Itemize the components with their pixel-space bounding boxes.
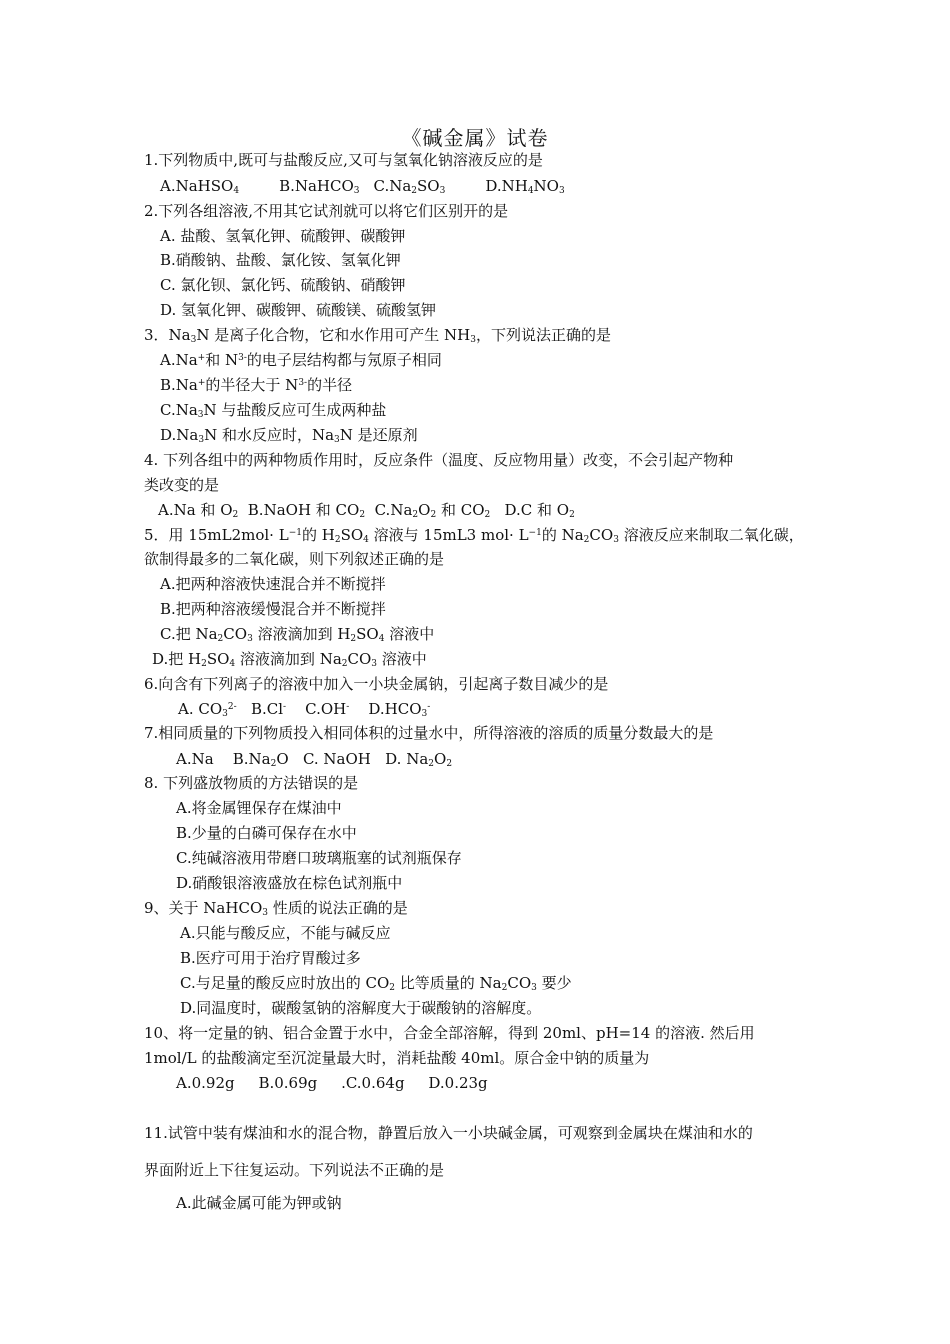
- question-line: A.将金属锂保存在煤油中: [176, 799, 342, 817]
- question-line: D.把 $H_2SO_4$ 溶液滴加到 $Na_2CO_3$ 溶液中: [152, 650, 427, 669]
- question-line: C.与足量的酸反应时放出的 $CO_2$ 比等质量的 $Na_2CO_3$ 要少: [180, 974, 572, 993]
- question-line: 10、将一定量的钠、铝合金置于水中，合金全部溶解，得到 20ml、pH=14 的溶液. 然后用: [144, 1024, 755, 1042]
- question-line: C.纯碱溶液用带磨口玻璃瓶塞的试剂瓶保存: [176, 849, 462, 867]
- question-line: B.少量的白磷可保存在水中: [176, 824, 357, 842]
- question-line: C. 氯化钡、氯化钙、硫酸钠、硝酸钾: [160, 276, 406, 294]
- question-line: A. $CO_3^{2-}$ B.Cl- C.OH- $D.HCO_3^-$: [178, 700, 431, 719]
- question-line: D.同温度时，碳酸氢钠的溶解度大于碳酸钠的溶解度。: [180, 999, 542, 1017]
- question-line: 7.相同质量的下列物质投入相同体积的过量水中，所得溶液的溶质的质量分数最大的是: [144, 724, 714, 742]
- question-line: A.0.92g B.0.69g .C.0.64g D.0.23g: [176, 1074, 488, 1092]
- question-line: 欲制得最多的二氧化碳，则下列叙述正确的是: [144, 550, 445, 568]
- question-line: 9、关于 NaHCO$_3$ 性质的说法正确的是: [144, 899, 408, 918]
- question-line: B.把两种溶液缓慢混合并不断搅拌: [160, 600, 386, 618]
- question-line: A.把两种溶液快速混合并不断搅拌: [160, 575, 386, 593]
- question-line: A.Na $B.Na_2O$ C. NaOH D. $Na_2O_2$: [176, 750, 453, 769]
- question-line: B.医疗可用于治疗胃酸过多: [180, 949, 361, 967]
- question-line: 3．$Na_3N$ 是离子化合物，它和水作用可产生 $NH_3$，下列说法正确的是: [144, 326, 611, 345]
- question-line: 类改变的是: [144, 476, 220, 494]
- question-line: B.硝酸钠、盐酸、氯化铵、氢氧化钾: [160, 251, 401, 269]
- question-line: D.硝酸银溶液盛放在棕色试剂瓶中: [176, 874, 403, 892]
- question-line: A.此碱金属可能为钾或钠: [176, 1194, 342, 1212]
- page-title: 《碱金属》试卷: [401, 126, 549, 150]
- question-line: 1.下列物质中,既可与盐酸反应,又可与氢氧化钠溶液反应的是: [144, 151, 543, 169]
- question-line: A.Na 和 $O_2$ B.NaOH 和 $CO_2$ $C.Na_2O_2$ 和 $CO_2$ D.C 和 $O_2$: [158, 501, 575, 520]
- question-line: A.只能与酸反应，不能与碱反应: [180, 924, 391, 942]
- question-line: 6.向含有下列离子的溶液中加入一小块金属钠，引起离子数目减少的是: [144, 675, 609, 693]
- question-line: $C.Na_3N$ 与盐酸反应可生成两种盐: [160, 401, 387, 420]
- question-line: 5．用 $15mL2mol\cdot L^{-1}$的 $H_2SO_4$ 溶液与 15mL3 $mol\cdot L^{-1}$的 $Na_2CO_3$ 溶液反应来制取二氧化碳，: [144, 526, 804, 545]
- question-line: C.把 $Na_2CO_3$ 溶液滴加到 $H_2SO_4$ 溶液中: [160, 625, 435, 644]
- question-line: A.Na+和 $N^{3-}$的电子层结构都与氖原子相同: [160, 351, 442, 369]
- question-line: $D.Na_3N$ 和水反应时，$Na_3N$ 是还原剂: [160, 426, 418, 445]
- question-line: A. 盐酸、氢氧化钾、硫酸钾、碳酸钾: [160, 227, 406, 245]
- question-line: 8. 下列盛放物质的方法错误的是: [144, 774, 359, 792]
- question-line: 1mol/L 的盐酸滴定至沉淀量最大时，消耗盐酸 40ml。原合金中钠的质量为: [144, 1049, 650, 1067]
- question-line: 2.下列各组溶液,不用其它试剂就可以将它们区别开的是: [144, 202, 509, 220]
- question-line: B.Na+的半径大于 $N^{3-}$的半径: [160, 376, 353, 394]
- question-line: 界面附近上下往复运动。下列说法不正确的是: [144, 1161, 445, 1179]
- question-line: 11.试管中装有煤油和水的混合物，静置后放入一小块碱金属，可观察到金属块在煤油和水的: [144, 1124, 753, 1142]
- question-line: A.NaHSO$_4$ B.NaHCO$_3$ $C.Na_2SO_3$ $D.NH_4NO_3$: [160, 177, 565, 196]
- question-line: D. 氢氧化钾、碳酸钾、硫酸镁、硫酸氢钾: [160, 301, 437, 319]
- question-line: 4. 下列各组中的两种物质作用时，反应条件（温度、反应物用量）改变，不会引起产物种: [144, 451, 734, 469]
